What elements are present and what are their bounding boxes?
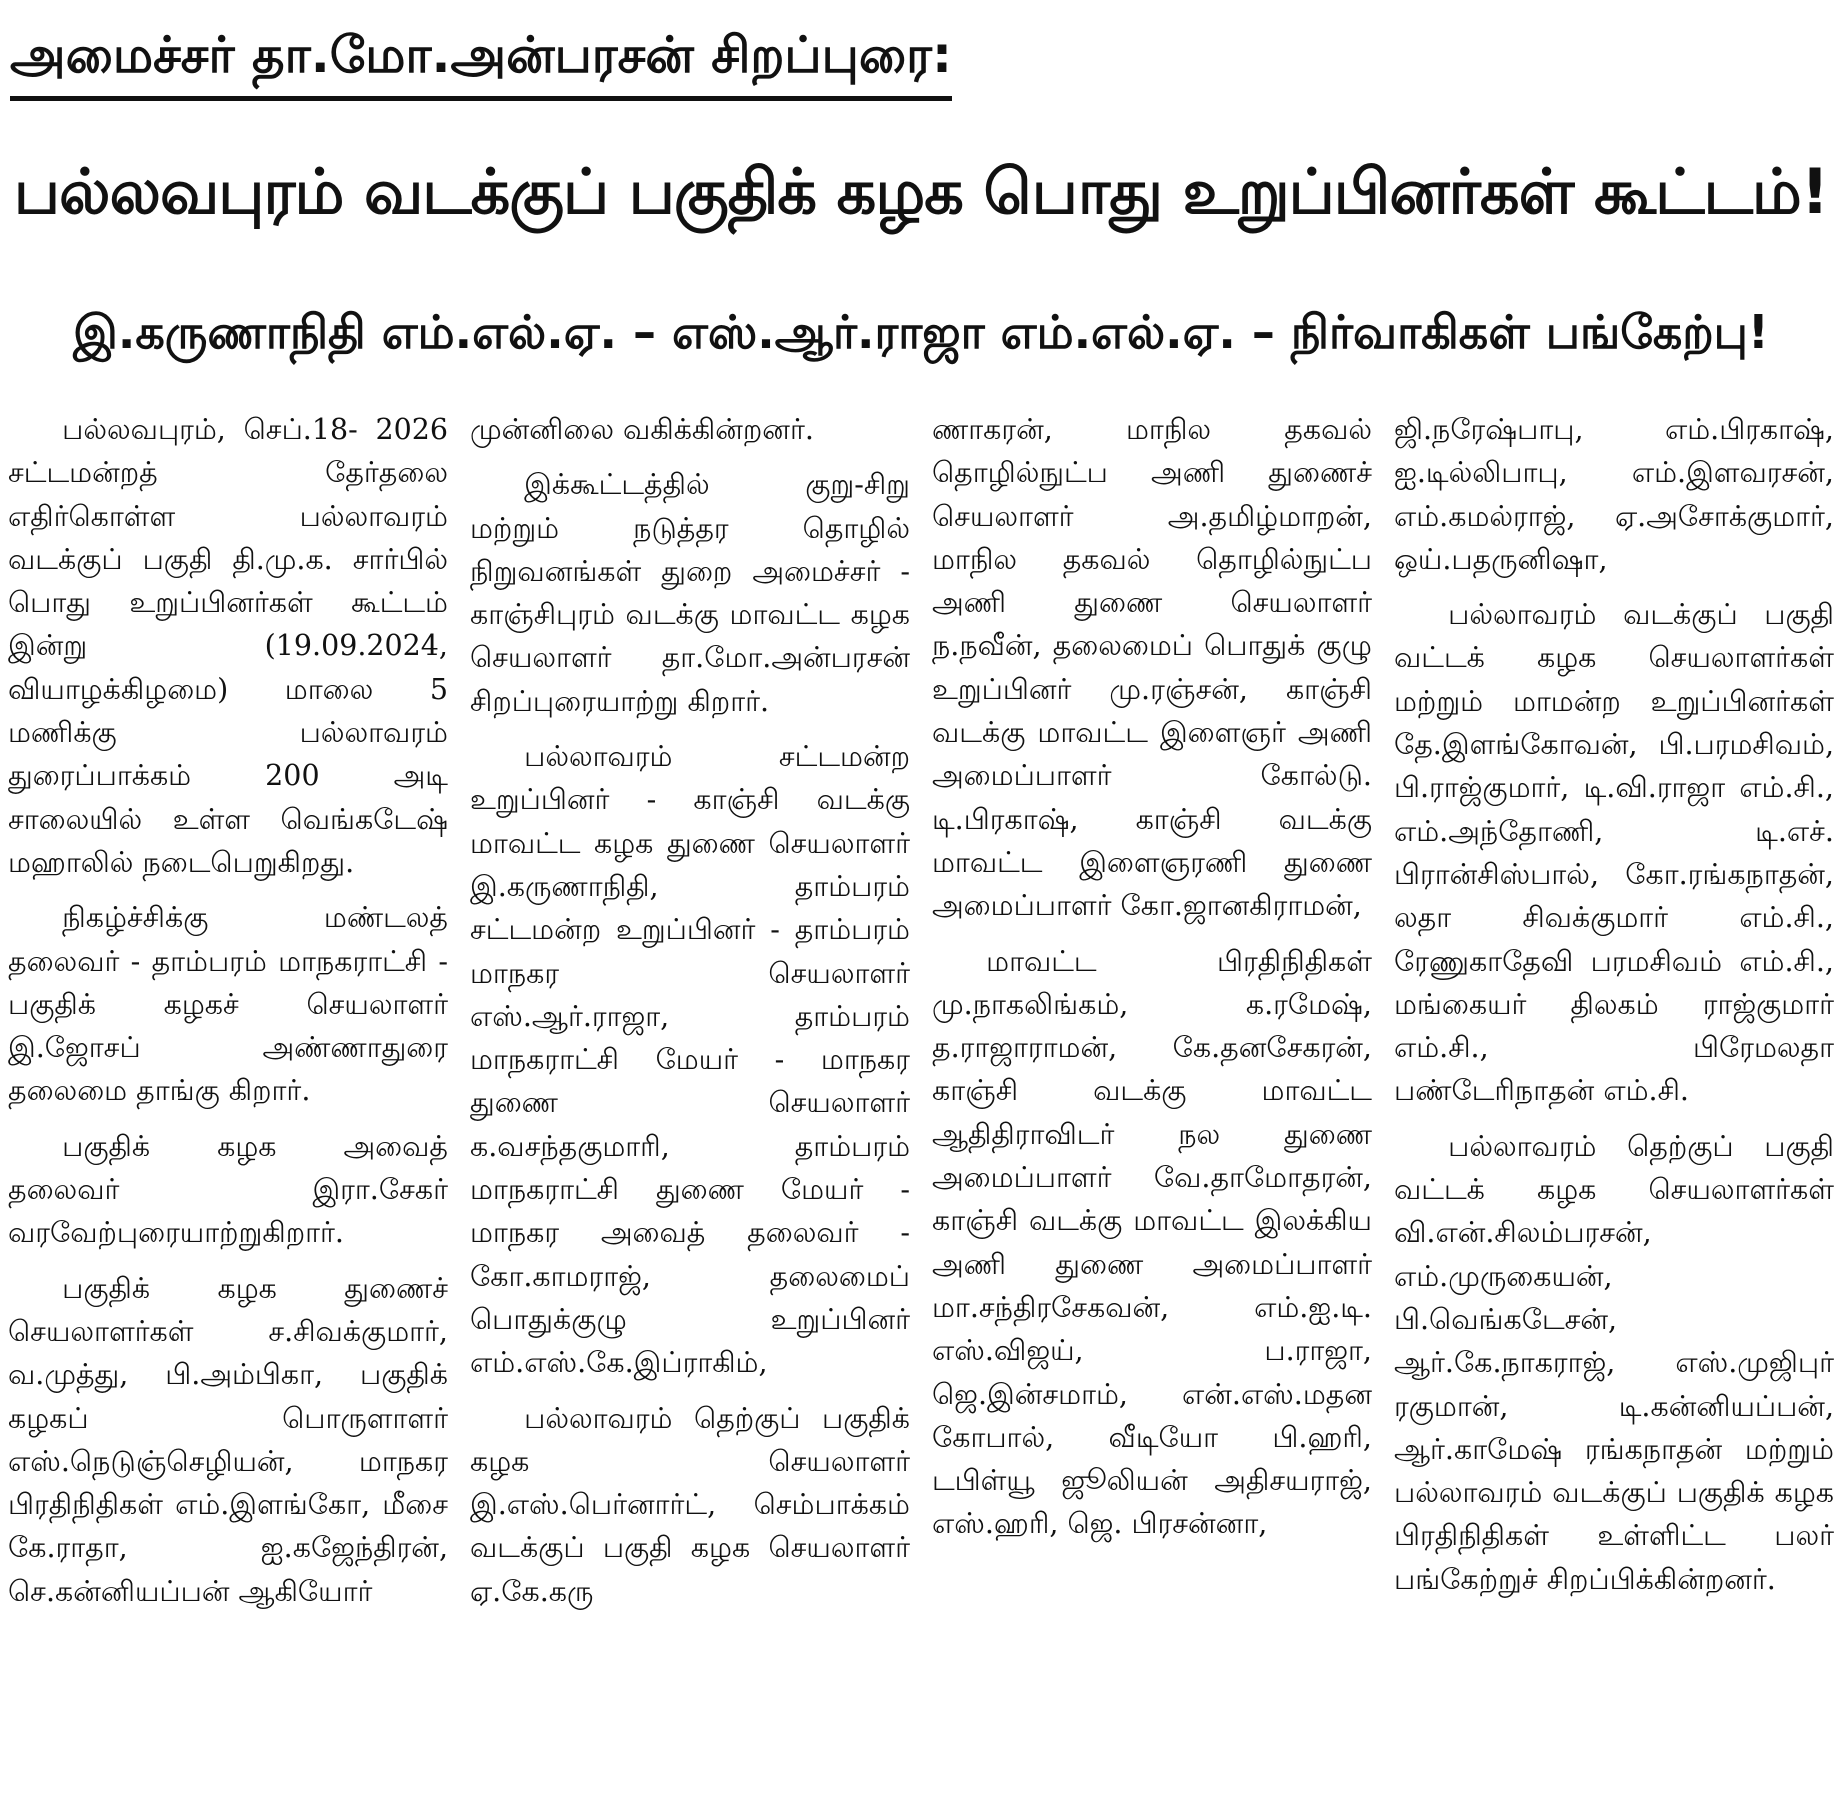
paragraph: பல்லாவரம் தெற்குப் பகுதிக் கழக செயலாளர் இ.எஸ்.பெர்னார்ட், செம்பாக்கம் வடக்குப் பகுதி கழக செயலாளர் ஏ.கே.கரு — [470, 1401, 910, 1608]
paragraph: இக்கூட்டத்தில் குறு-சிறு மற்றும் நடுத்தர தொழில் நிறுவனங்கள் துறை அமைச்சர் - காஞ்சிபுரம் வடக்கு மாவட்ட கழக செயலாளர் தா.மோ.அன்பரசன் சிறப்புரையாற்று கிறார். — [470, 468, 910, 718]
paragraph: பல்லாவரம் சட்டமன்ற உறுப்பினர் - காஞ்சி வடக்கு மாவட்ட கழக துணை செயலாளர் இ.கருணாநிதி, தாம்பரம் சட்டமன்ற உறுப்பினர் - தாம்பரம் மாநகர செயலாளர் எஸ்.ஆர்.ராஜா, தாம்பரம் மாநகராட்சி மேயர் - மாநகர துணை செயலாளர் க.வசந்தகுமாரி, தாம்பரம் மாநகராட்சி துணை மேயர் - மாநகர அவைத் தலைவர் - கோ.காமராஜ், தலைமைப் பொதுக்குழு உறுப்பினர் எம்.எஸ்.கே.இப்ராகிம், — [470, 740, 910, 1380]
paragraph: பல்லாவரம் தெற்குப் பகுதி வட்டக் கழக செயலாளர்கள் வி.என்.சிலம்பரசன், எம்.முருகையன், பி.வெங்கடேசன், ஆர்.கே.நாகராஜ், எஸ்.முஜிபுர் ரகுமான், டி.கன்னியப்பன், ஆர்.காமேஷ் ரங்கநாதன் மற்றும் பல்லாவரம் வடக்குப் பகுதிக் கழக பிரதிநிதிகள் உள்ளிட்ட பலர் பங்கேற்றுச் சிறப்பிக்கின்றனர். — [1394, 1129, 1834, 1596]
article-headline: பல்லவபுரம் வடக்குப் பகுதிக் கழக பொது உறுப்பினர்கள் கூட்டம்! — [13, 155, 1829, 228]
paragraph: பகுதிக் கழக அவைத் தலைவர் இரா.சேகர் வரவேற்புரையாற்றுகிறார். — [8, 1129, 448, 1250]
paragraph: நிகழ்ச்சிக்கு மண்டலத் தலைவர் - தாம்பரம் மாநகராட்சி - பகுதிக் கழகச் செயலாளர் இ.ஜோசப் அண்ணாதுரை தலைமை தாங்கு கிறார். — [8, 901, 448, 1108]
paragraph-continued: முன்னிலை வகிக்கின்றனர். — [470, 413, 814, 446]
column-2 — [470, 408, 910, 1792]
column-3 — [932, 408, 1372, 1792]
paragraph: மாவட்ட பிரதிநிதிகள் மு.நாகலிங்கம், க.ரமேஷ், த.ராஜாராமன், கே.தனசேகரன், காஞ்சி வடக்கு மாவட்ட ஆதிதிராவிடர் நல துணை அமைப்பாளர் வே.தாமோதரன், காஞ்சி வடக்கு மாவட்ட இலக்கிய அணி துணை அமைப்பாளர் மா.சந்திரசேகவன், எம்.ஐ.டி. எஸ்.விஜய், ப.ராஜா, ஜெ.இன்சமாம், என்.எஸ்.மதன கோபால், வீடியோ பி.ஹரி, டபிள்யூ ஜூலியன் அதிசயராஜ், எஸ்.ஹரி, ஜெ. பிரசன்னா, — [932, 944, 1372, 1541]
paragraph: பல்லவபுரம், செப்.18- 2026 சட்டமன்றத் தேர்தலை எதிர்கொள்ள பல்லாவரம் வடக்குப் பகுதி தி.மு.க. சார்பில் பொது உறுப்பினர்கள் கூட்டம் இன்று (19.09.2024, வியாழக்கிழமை) மாலை 5 மணிக்கு பல்லாவரம் துரைப்பாக்கம் 200 அடி சாலையில் உள்ள வெங்கடேஷ் மஹாலில் நடைபெறுகிறது. — [8, 413, 448, 879]
column-4 — [1394, 408, 1834, 1792]
column-1 — [8, 408, 448, 1792]
paragraph-continued: ணாகரன், மாநில தகவல் தொழில்நுட்ப அணி துணைச் செயலாளர் அ.தமிழ்மாறன், மாநில தகவல் தொழில்நுட்ப அணி துணை செயலாளர் ந.நவீன், தலைமைப் பொதுக் குழு உறுப்பினர் மு.ரஞ்சன், காஞ்சி வடக்கு மாவட்ட இளைஞர் அணி அமைப்பாளர் கோல்டு. டி.பிரகாஷ், காஞ்சி வடக்கு மாவட்ட இளைஞரணி துணை அமைப்பாளர் கோ.ஜானகிராமன், — [932, 413, 1372, 923]
article-kicker: அமைச்சர் தா.மோ.அன்பரசன் சிறப்புரை: — [10, 14, 952, 101]
article-subheadline: இ.கருணாநிதி எம்.எல்.ஏ. – எஸ்.ஆர்.ராஜா எம்.எல்.ஏ. – நிர்வாகிகள் பங்கேற்பு! — [73, 305, 1769, 359]
paragraph-continued: ஜி.நரேஷ்பாபு, எம்.பிரகாஷ், ஐ.டில்லிபாபு, எம்.இளவரசன், எம்.கமல்ராஜ், ஏ.அசோக்குமார், ஒய்.பதருனிஷா, — [1394, 413, 1834, 576]
paragraph: பகுதிக் கழக துணைச் செயலாளர்கள் ச.சிவக்குமார், வ.முத்து, பி.அம்பிகா, பகுதிக் கழகப் பொருளாளர் எஸ்.நெடுஞ்செழியன், மாநகர பிரதிநிதிகள் எம்.இளங்கோ, மீசை கே.ராதா, ஐ.கஜேந்திரன், செ.கன்னியப்பன் ஆகியோர் — [8, 1271, 448, 1608]
paragraph: பல்லாவரம் வடக்குப் பகுதி வட்டக் கழக செயலாளர்கள் மற்றும் மாமன்ற உறுப்பினர்கள் தே.இளங்கோவன், பி.பரமசிவம், பி.ராஜ்குமார், டி.வி.ராஜா எம்.சி., எம்.அந்தோணி, டி.எச். பிரான்சிஸ்பால், கோ.ரங்கநாதன், லதா சிவக்குமார் எம்.சி., ரேணுகாதேவி பரமசிவம் எம்.சி., மங்கையர் திலகம் ராஜ்குமார் எம்.சி., பிரேமலதா பண்டேரிநாதன் எம்.சி. — [1394, 598, 1834, 1108]
article-body — [8, 408, 1834, 1792]
